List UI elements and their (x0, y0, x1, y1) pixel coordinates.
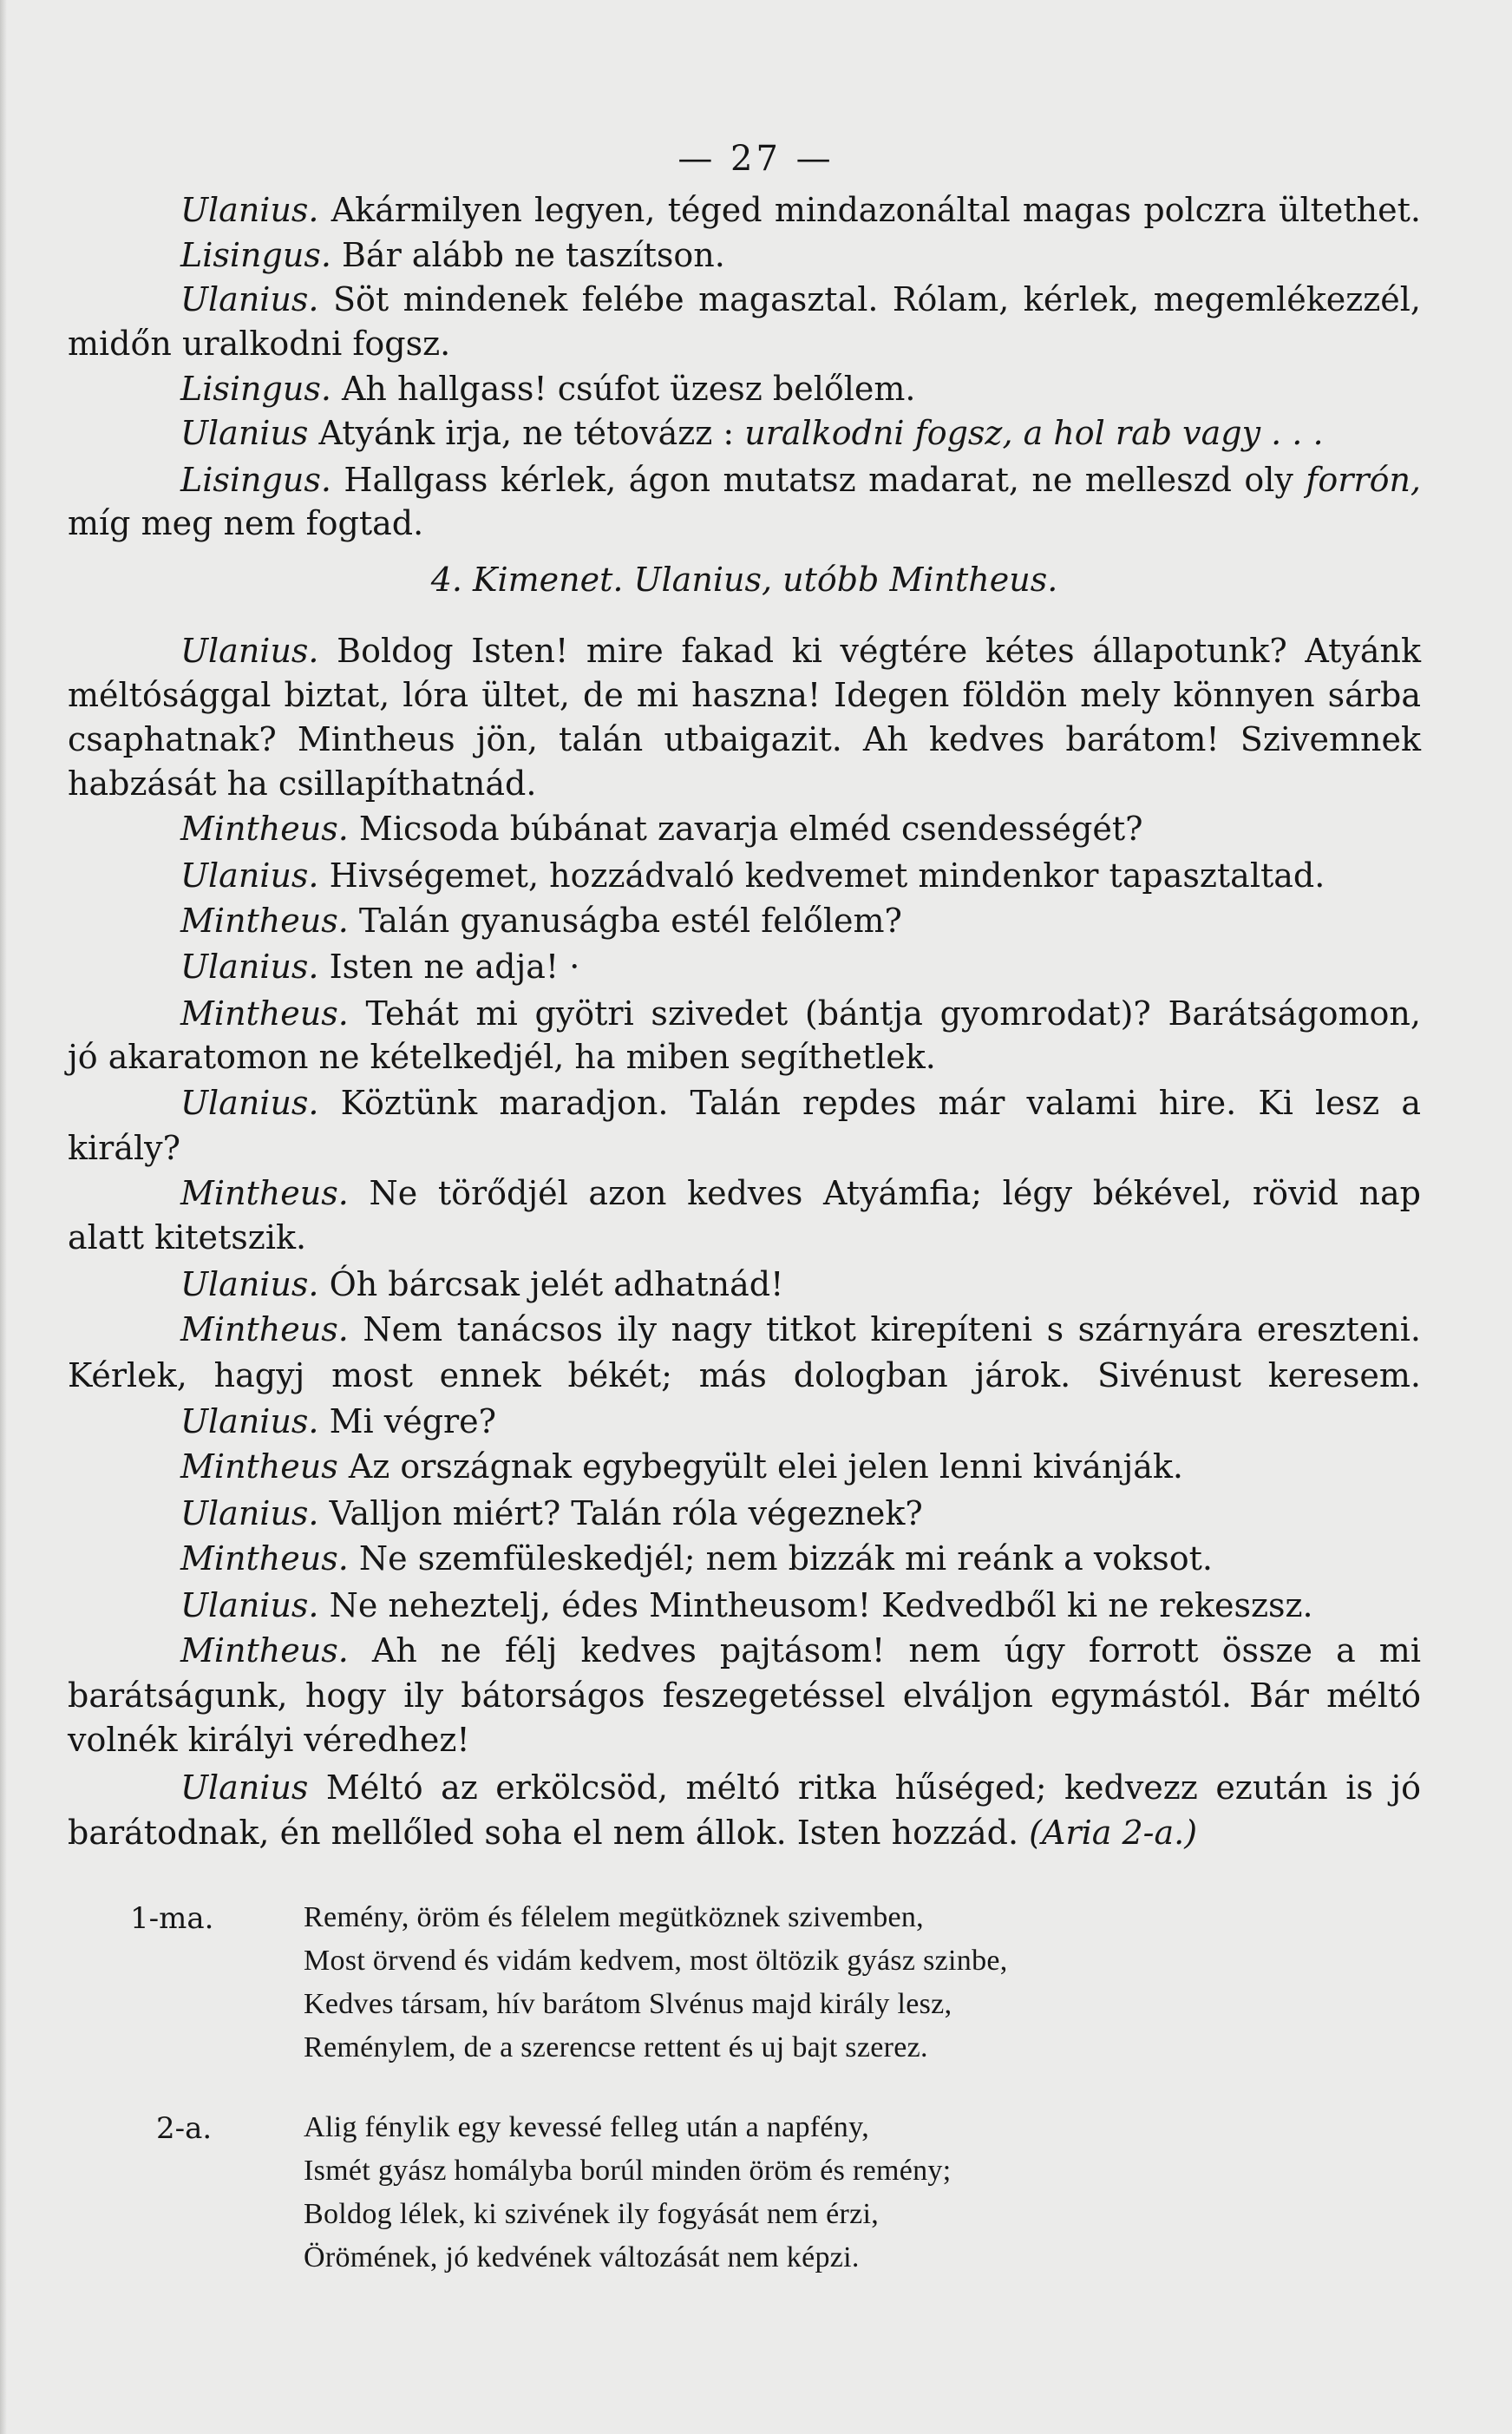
speech-text: Nem tanácsos ily nagy titkot kirepíteni s szárnyára ereszteni. (348, 1310, 1421, 1348)
speaker-name: Lisingus. (180, 236, 331, 274)
speaker-name: Lisingus. (180, 461, 331, 499)
speech-text: Köztünk maradjon. Talán repdes már valami hire. Ki lesz a (318, 1084, 1421, 1122)
speech-text: Bár alább ne taszítson. (331, 236, 725, 274)
speech-text: Hallgass kérlek, ágon mutatsz madarat, ne melleszd oly (331, 461, 1306, 499)
speech-text: habzását ha csillapíthatnád. (68, 764, 537, 803)
speaker-name: Mintheus. (180, 1310, 349, 1348)
speech-text: midőn uralkodni fogsz. (68, 325, 451, 363)
speech-line (68, 946, 1421, 987)
speech-text: Hivségemet, hozzádvaló kedvemet mindenkor tapasztaltad. (318, 856, 1325, 895)
speaker-name: Mintheus. (180, 810, 349, 848)
speech-line (68, 459, 1421, 501)
speech-line (68, 1172, 1421, 1214)
speech-continuation (68, 502, 1421, 544)
speech-text: míg meg nem fogtad. (68, 504, 424, 542)
speech-line (68, 1584, 1421, 1626)
speech-continuation (68, 763, 1421, 804)
verse-line: Alig fénylik egy kevessé felleg után a napfény, (304, 2111, 869, 2143)
speech-line (68, 808, 1421, 850)
verse-line: Ismét gyász homályba borúl minden öröm és remény; (304, 2155, 952, 2187)
italic-emphasis: forrón, (1306, 461, 1421, 499)
speaker-name: Ulanius (180, 1768, 309, 1807)
verse-line: Remény, öröm és félelem megütköznek szivemben, (304, 1901, 924, 1933)
speaker-name: Ulanius. (180, 280, 319, 318)
page-number: — 27 — (677, 139, 835, 179)
verse-number: 2-a. (156, 2111, 213, 2146)
speech-text: Az országnak egybegyült elei jelen lenni kivánják. (337, 1447, 1183, 1486)
speech-line (68, 189, 1421, 231)
speaker-name: Ulanius. (180, 856, 319, 895)
speech-line (68, 900, 1421, 941)
speech-continuation (68, 1217, 1421, 1258)
speech-text: Valljon miért? Talán róla végeznek? (318, 1494, 923, 1532)
speech-line (68, 1538, 1421, 1579)
verse-stanza (304, 2106, 951, 2280)
speech-text: barátodnak, én mellőled soha el nem állok. Isten hozzád. (68, 1814, 1030, 1852)
speaker-name: Ulanius. (180, 1494, 319, 1532)
speech-text: Akármilyen legyen, téged mindazonáltal magas polczra ültethet. (318, 191, 1421, 229)
speech-continuation (68, 1719, 1421, 1761)
speech-text: Ne szemfüleskedjél; nem bizzák mi reánk a voksot. (348, 1539, 1213, 1578)
speech-line (68, 1263, 1421, 1305)
speaker-name: Ulanius. (180, 632, 319, 670)
speech-text: Ne neheztelj, édes Mintheusom! Kedvedből ki ne rekeszsz. (318, 1586, 1313, 1624)
speech-text: Boldog Isten! mire fakad ki végtére kétes állapotunk? Atyánk (318, 632, 1421, 670)
speaker-name: Mintheus. (180, 994, 349, 1033)
italic-emphasis: (Aria 2-a.) (1029, 1814, 1198, 1852)
speech-line (68, 855, 1421, 896)
speech-text: Micsoda búbánat zavarja elméd csendességét? (348, 810, 1143, 848)
verse-line: Kedves társam, hív barátom Slvénus majd király lesz, (304, 1988, 952, 2020)
speech-text: Talán gyanuságba estél felőlem? (348, 902, 902, 940)
speech-text: Ne törődjél azon kedves Atyámfia; légy békével, rövid nap (348, 1174, 1421, 1212)
verse-line: Reménylem, de a szerencse rettent és uj bajt szerez. (304, 2031, 928, 2063)
speech-text: Mi végre? (318, 1402, 497, 1440)
speech-line (68, 1630, 1421, 1671)
verse-line: Boldog lélek, ki szivének ily fogyását nem érzi, (304, 2198, 880, 2230)
speech-line (68, 1082, 1421, 1124)
speaker-name: Ulanius. (180, 1265, 319, 1303)
speech-line (68, 1446, 1421, 1487)
speech-line (68, 1309, 1421, 1350)
stage-direction: 4. Kimenet. Ulanius, utóbb Mintheus. (430, 561, 1058, 599)
speaker-name: Ulanius. (180, 191, 319, 229)
speech-continuation (68, 1812, 1421, 1853)
speaker-name: Ulanius (180, 414, 309, 452)
speech-line (68, 412, 1421, 454)
speaker-name: Ulanius. (180, 1586, 319, 1624)
speech-text: Kérlek, hagyj most ennek békét; más dologban járok. Sivénust keresem. (68, 1356, 1421, 1394)
speech-continuation (68, 1127, 1421, 1169)
speech-text: alatt kitetszik. (68, 1218, 307, 1256)
verse-number: 1-ma. (130, 1901, 214, 1936)
speaker-name: Lisingus. (180, 370, 331, 408)
speech-continuation (68, 323, 1421, 364)
speaker-name: Ulanius. (180, 1402, 319, 1440)
speaker-name: Ulanius. (180, 948, 319, 986)
speech-text: király? (68, 1129, 180, 1167)
italic-emphasis: uralkodni fogsz, a hol rab vagy . . . (744, 414, 1324, 452)
speaker-name: Mintheus. (180, 1174, 349, 1212)
speaker-name: Ulanius. (180, 1084, 319, 1122)
speech-text: csaphatnak? Mintheus jön, talán utbaigazit. Ah kedves barátom! Szivemnek (68, 720, 1421, 758)
speech-text: barátságunk, hogy ily bátorságos feszegetéssel elváljon egymástól. Bár méltó (68, 1676, 1421, 1715)
verse-line: Örömének, jó kedvének változását nem képzi. (304, 2241, 860, 2273)
speech-line (68, 993, 1421, 1034)
speech-continuation (68, 1675, 1421, 1716)
speech-text: Méltó az erkölcsöd, méltó ritka hűséged; kedvezz ezután is jó (308, 1768, 1421, 1807)
speech-line (68, 1401, 1421, 1442)
speech-line (68, 1493, 1421, 1534)
page-edge-shadow (0, 0, 7, 2434)
speech-text: Isten ne adja! · (318, 948, 580, 986)
speech-line (68, 234, 1421, 276)
speech-text: Atyánk irja, ne tétovázz : (308, 414, 745, 452)
speech-text: Tehát mi gyötri szivedet (bántja gyomrodat)? Barátságomon, (348, 994, 1421, 1033)
speech-text: Ah hallgass! csúfot üzesz belőlem. (331, 370, 916, 408)
speech-line (68, 1767, 1421, 1808)
speech-continuation (68, 718, 1421, 760)
speech-continuation (68, 1355, 1421, 1396)
speaker-name: Mintheus. (180, 1539, 349, 1578)
speech-line (68, 630, 1421, 672)
speech-text: Óh bárcsak jelét adhatnád! (318, 1265, 784, 1303)
speech-text: Söt mindenek felébe magasztal. Rólam, kérlek, megemlékezzél, (318, 280, 1421, 318)
speech-text: Ah ne félj kedves pajtásom! nem úgy forrott össze a mi (348, 1631, 1421, 1670)
verse-line: Most örvend és vidám kedvem, most öltözik gyász szinbe, (304, 1945, 1008, 1977)
speech-line (68, 279, 1421, 320)
speaker-name: Mintheus. (180, 1631, 349, 1670)
speaker-name: Mintheus (180, 1447, 338, 1486)
speech-line (68, 368, 1421, 410)
speech-text: volnék királyi véredhez! (68, 1721, 470, 1759)
speech-text: jó akaratomon ne kételkedjél, ha miben segíthetlek. (68, 1038, 936, 1076)
speech-continuation (68, 674, 1421, 716)
speech-text: méltósággal biztat, lóra ültet, de mi haszna! Idegen földön mely könnyen sárba (68, 676, 1421, 714)
speech-continuation (68, 1036, 1421, 1078)
speaker-name: Mintheus. (180, 902, 349, 940)
verse-stanza (304, 1896, 1008, 2070)
